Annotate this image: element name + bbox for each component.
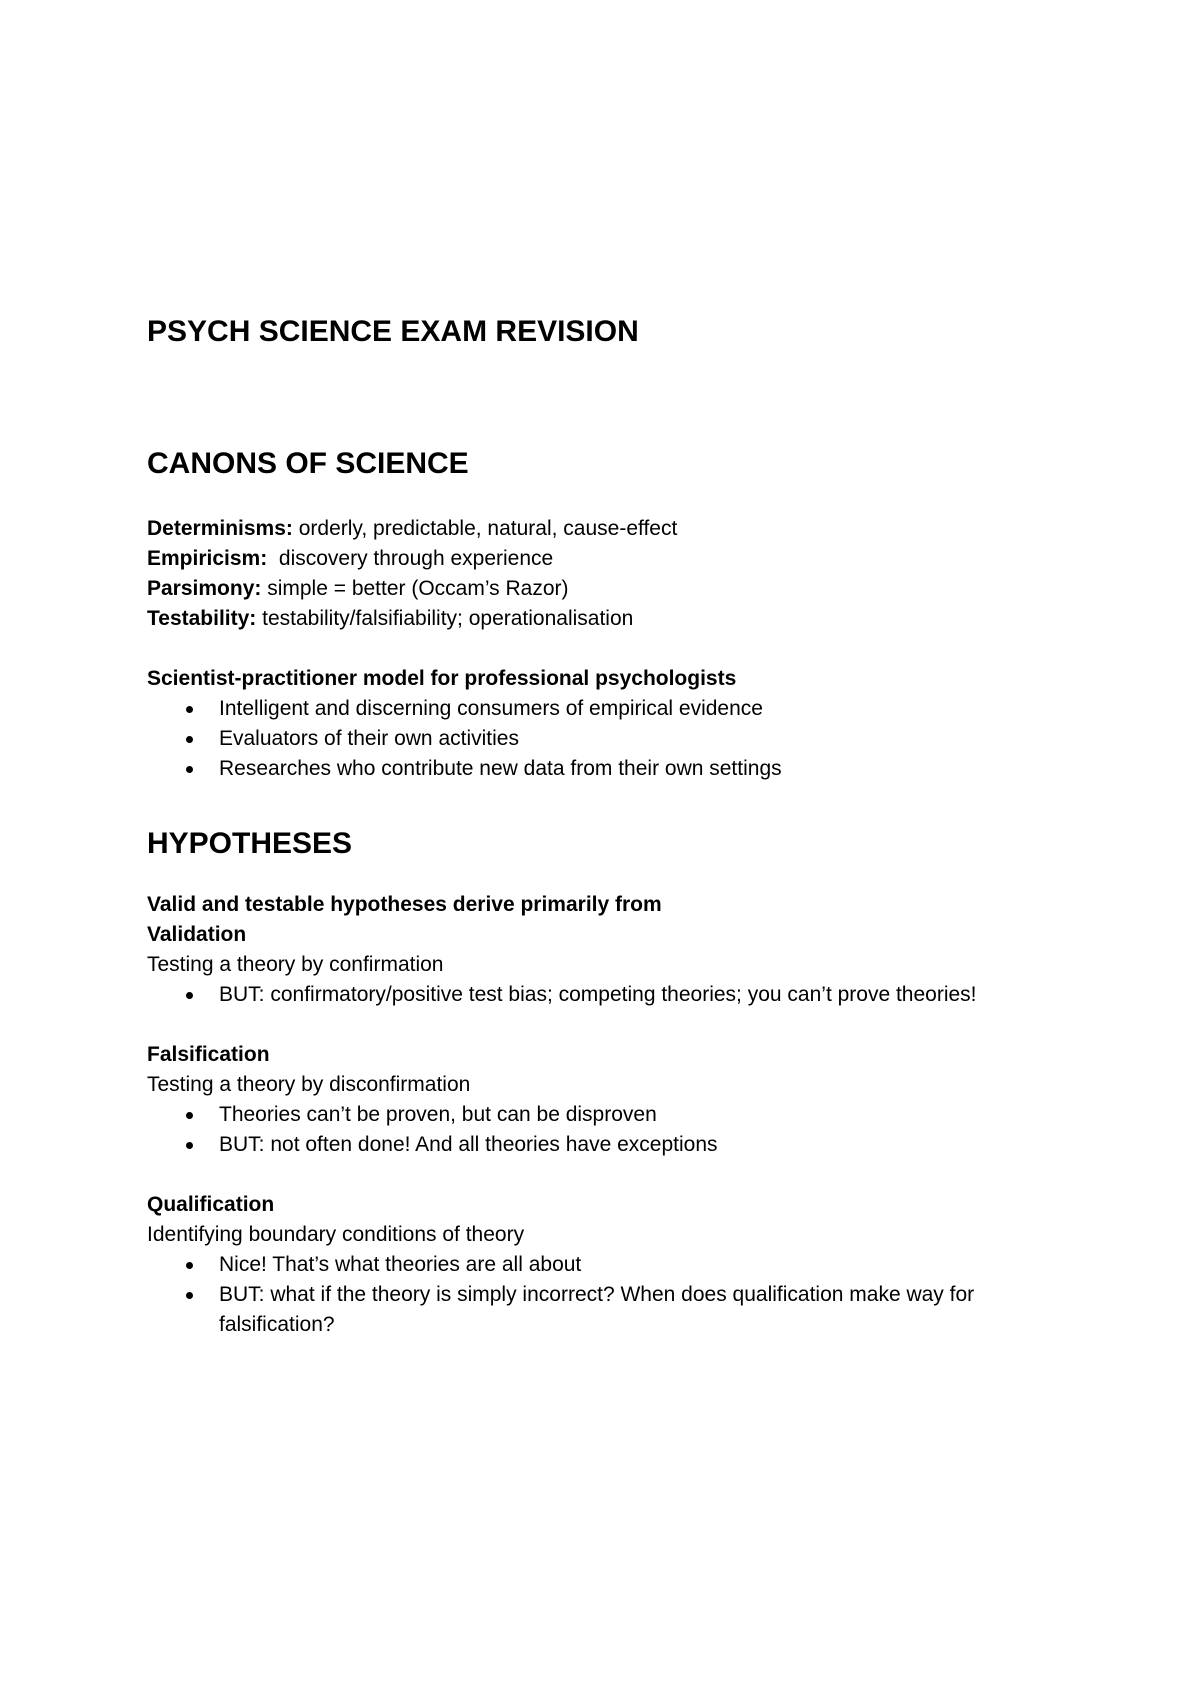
bullet-icon: [186, 736, 193, 743]
canon-item: [147, 544, 1067, 574]
qualification-heading: Qualification: [147, 1193, 275, 1216]
bullet-text: Evaluators of their own activities: [219, 727, 519, 750]
bullet-icon: [186, 1292, 193, 1299]
list-item: [147, 1280, 1067, 1340]
canon-item: [147, 604, 1067, 634]
bullet-icon: [186, 1112, 193, 1119]
canons-list: [147, 514, 1067, 634]
document-body: [147, 312, 1067, 1340]
model-heading: Scientist-practitioner model for professional psychologists: [147, 667, 737, 690]
bullet-text: BUT: confirmatory/positive test bias; competing theories; you can’t prove theories!: [219, 983, 977, 1006]
qualification-section: [147, 1190, 1067, 1340]
bullet-icon: [186, 992, 193, 999]
list-item: [147, 1100, 1067, 1130]
list-item: [147, 694, 1067, 724]
falsification-desc: Testing a theory by disconfirmation: [147, 1073, 471, 1096]
section-heading-hypotheses: HYPOTHESES: [147, 827, 353, 860]
canon-desc: testability/falsifiability; operationalisation: [256, 607, 634, 630]
bullet-icon: [186, 766, 193, 773]
qualification-bullet-list: [147, 1250, 1067, 1340]
bullet-text: Intelligent and discerning consumers of empirical evidence: [219, 697, 763, 720]
document-title: PSYCH SCIENCE EXAM REVISION: [147, 315, 639, 348]
list-item: [147, 1130, 1067, 1160]
canon-term: Parsimony:: [147, 577, 262, 600]
hypotheses-intro: Valid and testable hypotheses derive primarily from: [147, 893, 662, 916]
bullet-text: Theories can’t be proven, but can be disproven: [219, 1103, 657, 1126]
canon-item: [147, 574, 1067, 604]
canon-term: Determinisms:: [147, 517, 293, 540]
bullet-text: BUT: not often done! And all theories have exceptions: [219, 1133, 718, 1156]
validation-heading: Validation: [147, 923, 247, 946]
qualification-desc: Identifying boundary conditions of theory: [147, 1223, 525, 1246]
falsification-section: [147, 1040, 1067, 1160]
bullet-text: BUT: what if the theory is simply incorrect? When does qualification make way for falsification?: [219, 1283, 975, 1336]
list-item: [147, 980, 1067, 1010]
list-item: [147, 754, 1067, 784]
list-item: [147, 1250, 1067, 1280]
bullet-icon: [186, 706, 193, 713]
bullet-icon: [186, 1262, 193, 1269]
bullet-text: Researches who contribute new data from their own settings: [219, 757, 782, 780]
canon-desc: orderly, predictable, natural, cause-effect: [292, 517, 678, 540]
validation-bullet-list: [147, 980, 1067, 1010]
list-item: [147, 724, 1067, 754]
canon-term: Testability:: [147, 607, 257, 630]
section-heading-canons: CANONS OF SCIENCE: [147, 447, 469, 480]
bullet-text: Nice! That’s what theories are all about: [219, 1253, 582, 1276]
canon-item: [147, 514, 1067, 544]
model-bullet-list: [147, 694, 1067, 784]
validation-desc: Testing a theory by confirmation: [147, 953, 444, 976]
model-section: [147, 664, 1067, 784]
canon-term: Empiricism:: [147, 547, 268, 570]
falsification-heading: Falsification: [147, 1043, 270, 1066]
bullet-icon: [186, 1142, 193, 1149]
canon-desc: discovery through experience: [267, 547, 554, 570]
canon-desc: simple = better (Occam’s Razor): [261, 577, 569, 600]
falsification-bullet-list: [147, 1100, 1067, 1160]
validation-section: [147, 890, 1067, 1010]
